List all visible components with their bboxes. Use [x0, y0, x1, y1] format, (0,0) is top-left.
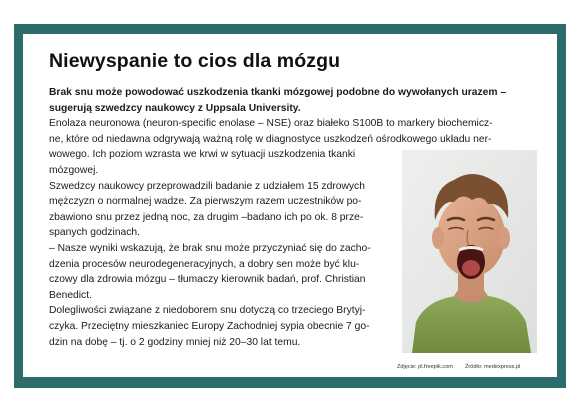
article-title: Niewyspanie to cios dla mózgu: [49, 50, 341, 72]
text-line: czyka. Przeciętny mieszkaniec Europy Zachodniej sypia obecnie 7 go-: [49, 320, 370, 332]
lead-line: Brak snu może powodować uszkodzenia tkanki mózgowej podobne do wywołanych urazem –: [49, 87, 507, 98]
source-credit: Źródło: medexpress.pl: [465, 364, 521, 370]
text-line: dzin na dobę – tj. o 2 godziny mniej niż 20–30 lat temu.: [49, 336, 301, 348]
yawning-man-illustration: [402, 150, 537, 353]
lead-line: sugerują szwedzcy naukowcy z Uppsala University.: [49, 102, 301, 114]
text-line: mózgowej.: [49, 164, 99, 176]
yawning-man-photo: [402, 150, 537, 353]
article-lead: [49, 85, 547, 116]
text-line: wowego. Ich poziom wzrasta we krwi w sytuacji uszkodzenia tkanki: [49, 149, 356, 161]
text-line: Benedict.: [49, 289, 92, 301]
text-line: Dolegliwości związane z niedoborem snu dotyczą co trzeciego Brytyj-: [49, 305, 366, 317]
text-line: – Nasze wyniki wskazują, że brak snu może przyczyniać się do zacho-: [49, 242, 371, 254]
text-line: mężczyzn o normalnej wadze. Za pierwszym razem uczestników po-: [49, 196, 362, 208]
photo-credit: Zdjęcie: pl.freepik.com: [397, 364, 453, 370]
text-line: czowy dla zdrowia mózgu – tłumaczy kierownik badań, prof. Christian: [49, 274, 366, 286]
text-line: ne, które od niedawna odgrywają ważną rolę w diagnostyce uszkodzeń ośrodkowego układu ner-: [49, 133, 492, 145]
text-line: Enolaza neuronowa (neuron-specific enolase – NSE) oraz białeko S100B to markery biochemicz-: [49, 118, 493, 130]
text-line: zbawiono snu przez jedną noc, za drugim –badano ich po ok. 8 prze-: [49, 211, 364, 223]
text-line: Szwedzcy naukowcy przeprowadzili badanie z udziałem 15 zdrowych: [49, 180, 365, 192]
text-line: spanych godzinach.: [49, 227, 141, 239]
text-line: dzenia procesów neurodegeneracyjnych, a dobry sen może być klu-: [49, 258, 360, 270]
